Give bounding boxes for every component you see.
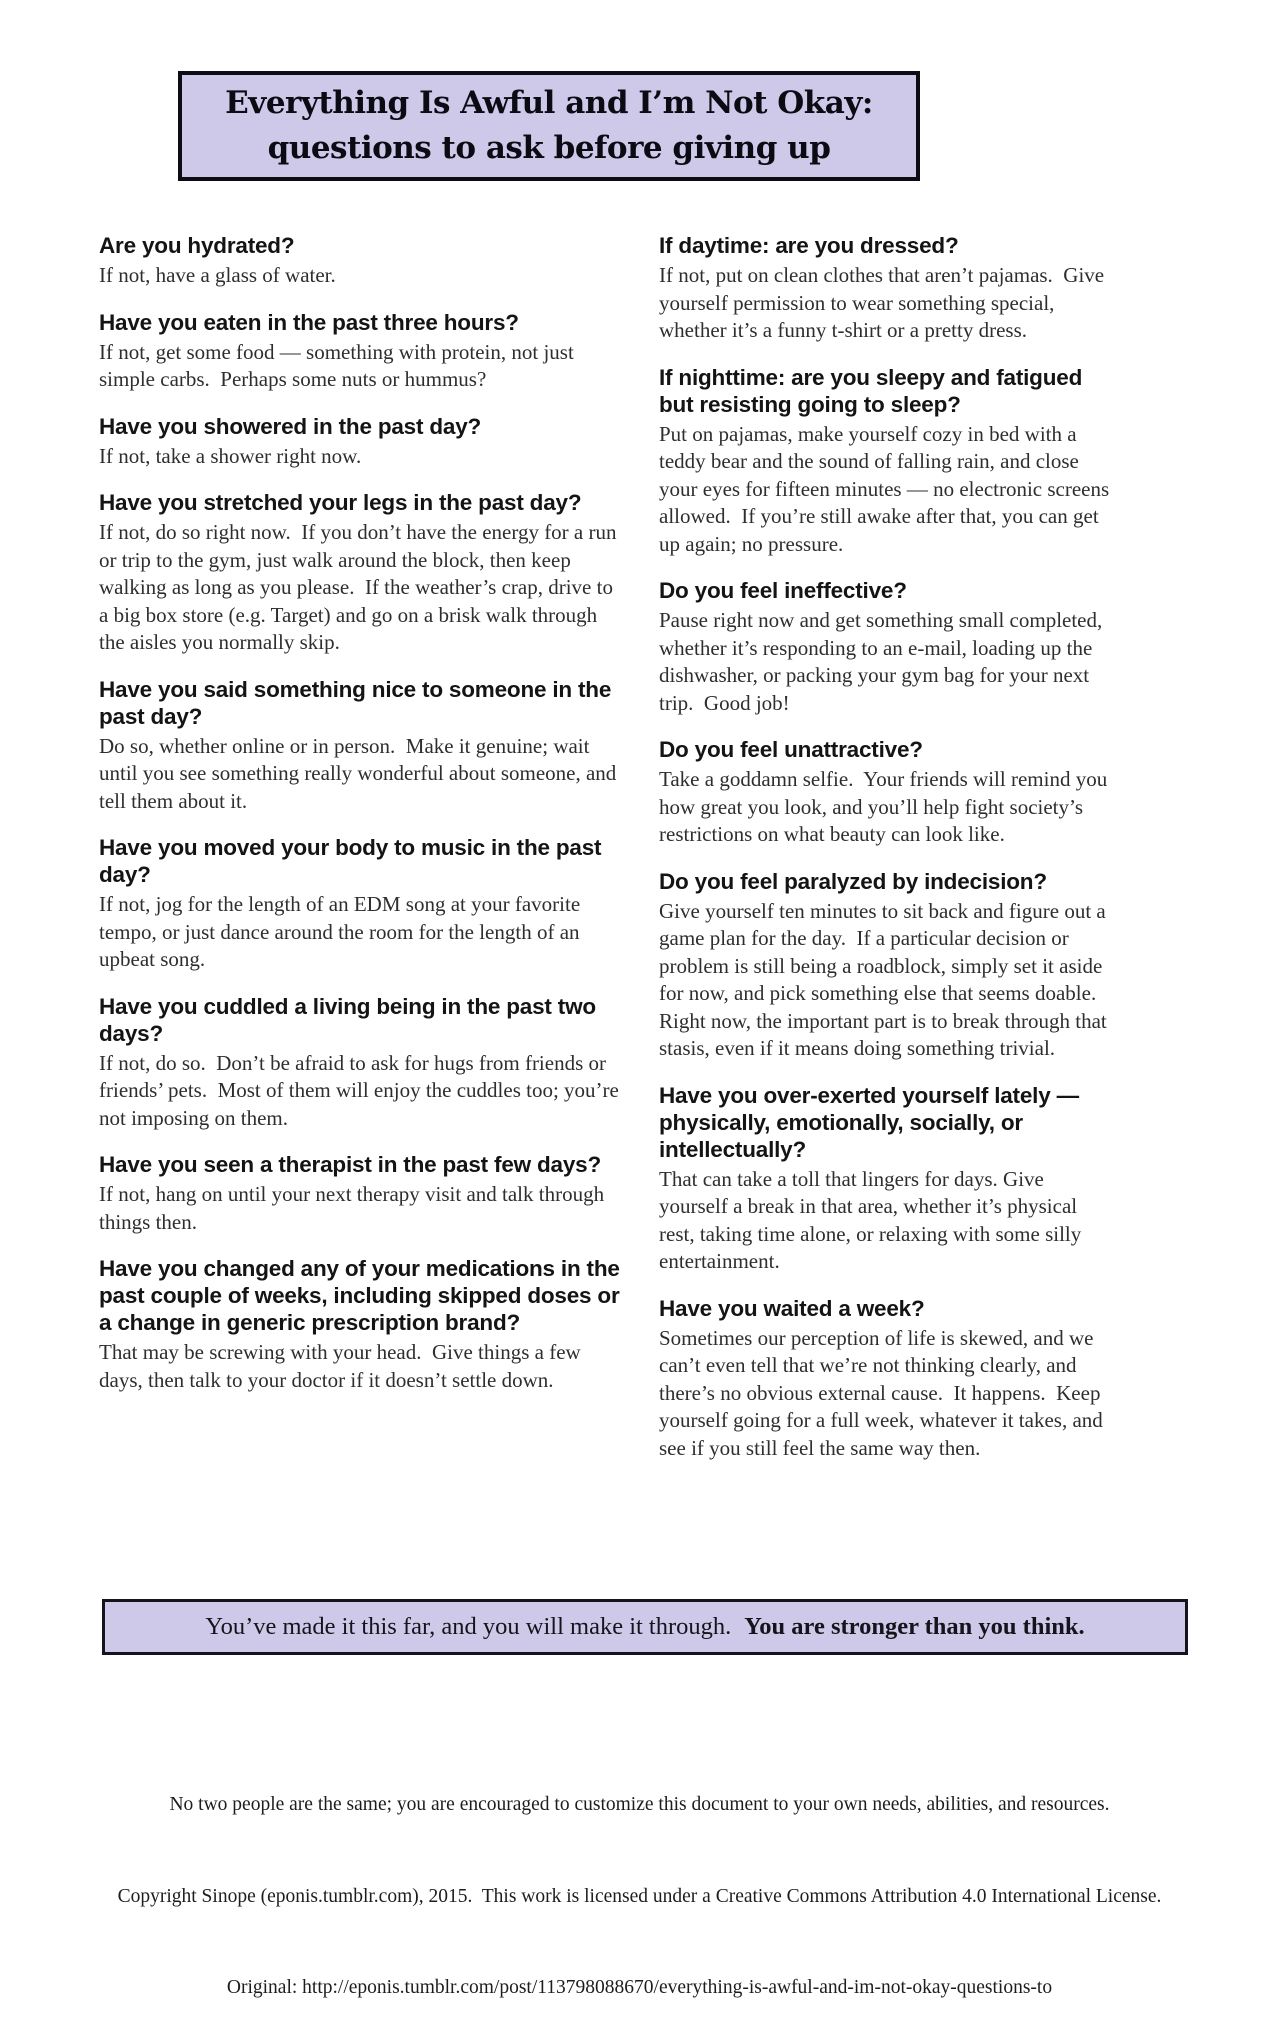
- encouragement-banner: [102, 1599, 1188, 1655]
- question-section: [99, 993, 623, 1133]
- page-title-line-2: questions to ask before giving up: [267, 130, 831, 166]
- question-heading: Have you cuddled a living being in the past two days?: [99, 993, 596, 1046]
- question-section: [99, 309, 623, 394]
- question-section: [99, 1255, 623, 1394]
- question-heading: Have you stretched your legs in the past day?: [99, 490, 582, 515]
- question-section: [659, 1082, 1111, 1276]
- question-heading: Have you moved your body to music in the past day?: [99, 835, 602, 887]
- question-answer: Do so, whether online or in person. Make it genuine; wait until you see something really wonderful about someone, and tell them about it.: [99, 733, 622, 813]
- question-section: [659, 736, 1111, 849]
- question-section: [99, 834, 623, 974]
- column-right: [659, 232, 1115, 1481]
- question-heading: Have you over-exerted yourself lately — physically, emotionally, socially, or intellectually?: [659, 1082, 1079, 1162]
- question-heading: Have you waited a week?: [659, 1295, 925, 1321]
- question-answer: If not, get some food — something with protein, not just simple carbs. Perhaps some nuts or hummus?: [99, 339, 580, 391]
- question-answer: If not, have a glass of water.: [99, 263, 336, 287]
- footer: [0, 1729, 1279, 2034]
- question-section: [659, 1295, 1111, 1463]
- question-answer: If not, put on clean clothes that aren’t pajamas. Give yourself permission to wear something special, whether it’s a funny t-shirt or a pretty dress.: [659, 263, 1110, 342]
- question-section: [99, 676, 623, 816]
- question-heading: Do you feel unattractive?: [659, 737, 923, 762]
- question-answer: If not, hang on until your next therapy visit and talk through things then.: [99, 1182, 610, 1234]
- footer-note-line: No two people are the same; you are encouraged to customize this document to your own needs, abilities, and resources.: [169, 1794, 1110, 1815]
- column-left: [99, 232, 623, 1413]
- question-answer: Sometimes our perception of life is skewed, and we can’t even tell that we’re not thinking clearly, and there’s no obvious external cause. It happens. Keep yourself going for a full week, whatever it takes, and see if you still feel the same way then.: [659, 1325, 1109, 1460]
- question-section: [99, 489, 623, 657]
- question-heading: Do you feel ineffective?: [659, 578, 907, 603]
- question-heading: Do you feel paralyzed by indecision?: [659, 868, 1047, 894]
- question-heading: Have you said something nice to someone in the past day?: [99, 676, 612, 729]
- question-answer: If not, jog for the length of an EDM song at your favorite tempo, or just dance around the room for the length of an upbeat song.: [99, 892, 586, 971]
- question-answer: Take a goddamn selfie. Your friends will remind you how great you look, and you’ll help fight society’s restrictions on what beauty can look like.: [659, 767, 1113, 846]
- banner-text-bold: You are stronger than you think.: [744, 1613, 1085, 1640]
- question-section: [99, 1151, 623, 1236]
- footer-original-url-line: Original: http://eponis.tumblr.com/post/113798088670/everything-is-awful-and-im-not-okay-questions-to: [226, 1977, 1053, 1998]
- question-answer: Give yourself ten minutes to sit back and figure out a game plan for the day. If a particular decision or problem is still being a roadblock, simply set it aside for now, and pick something else that seems doable. Right now, the important part is to break through that stasis, even if it means doing something trivial.: [659, 898, 1112, 1060]
- question-answer: That can take a toll that lingers for days. Give yourself a break in that area, whether it’s physical rest, taking time alone, or relaxing with some silly entertainment.: [659, 1166, 1087, 1273]
- question-answer: Put on pajamas, make yourself cozy in bed with a teddy bear and the sound of falling rain, and close your eyes for fifteen minutes — no electronic screens allowed. If you’re still awake after that, you can get up again; no pressure.: [659, 421, 1115, 556]
- question-answer: If not, take a shower right now.: [99, 443, 362, 468]
- question-answer: Pause right now and get something small completed, whether it’s responding to an e-mail, loading up the dishwasher, or packing your gym bag for your next trip. Good job!: [659, 608, 1108, 715]
- question-section: [99, 413, 623, 471]
- question-section: [659, 577, 1111, 717]
- page-title-line-1: Everything Is Awful and I’m Not Okay:: [225, 85, 873, 121]
- question-heading: Have you showered in the past day?: [99, 413, 482, 439]
- question-heading: Have you changed any of your medications in the past couple of weeks, including skipped doses or a change in generic prescription brand?: [99, 1256, 620, 1335]
- question-section: [659, 232, 1111, 345]
- title-box: [178, 71, 920, 181]
- question-answer: That may be screwing with your head. Give things a few days, then talk to your doctor if it doesn’t settle down.: [99, 1340, 586, 1392]
- question-heading: Have you seen a therapist in the past few days?: [99, 1152, 602, 1177]
- question-section: [659, 364, 1115, 559]
- banner-text-normal: You’ve made it this far, and you will make it through.: [205, 1613, 732, 1640]
- question-heading: If daytime: are you dressed?: [659, 233, 959, 258]
- question-answer: If not, do so right now. If you don’t have the energy for a run or trip to the gym, just walk around the block, then keep walking as long as you please. If the weather’s crap, drive to a big box store (e.g. Target) and go on a brisk walk through the aisles you normally skip.: [99, 520, 622, 654]
- question-heading: Are you hydrated?: [99, 233, 295, 258]
- question-section: [99, 232, 623, 290]
- question-section: [659, 868, 1111, 1063]
- question-heading: Have you eaten in the past three hours?: [99, 309, 519, 335]
- question-answer: If not, do so. Don’t be afraid to ask for hugs from friends or friends’ pets. Most of them will enjoy the cuddles too; you’re not imposing on them.: [99, 1050, 625, 1130]
- footer-copyright-line: Copyright Sinope (eponis.tumblr.com), 2015. This work is licensed under a Creative Commons Attribution 4.0 International License.: [117, 1885, 1162, 1907]
- question-heading: If nighttime: are you sleepy and fatigued but resisting going to sleep?: [659, 364, 1083, 417]
